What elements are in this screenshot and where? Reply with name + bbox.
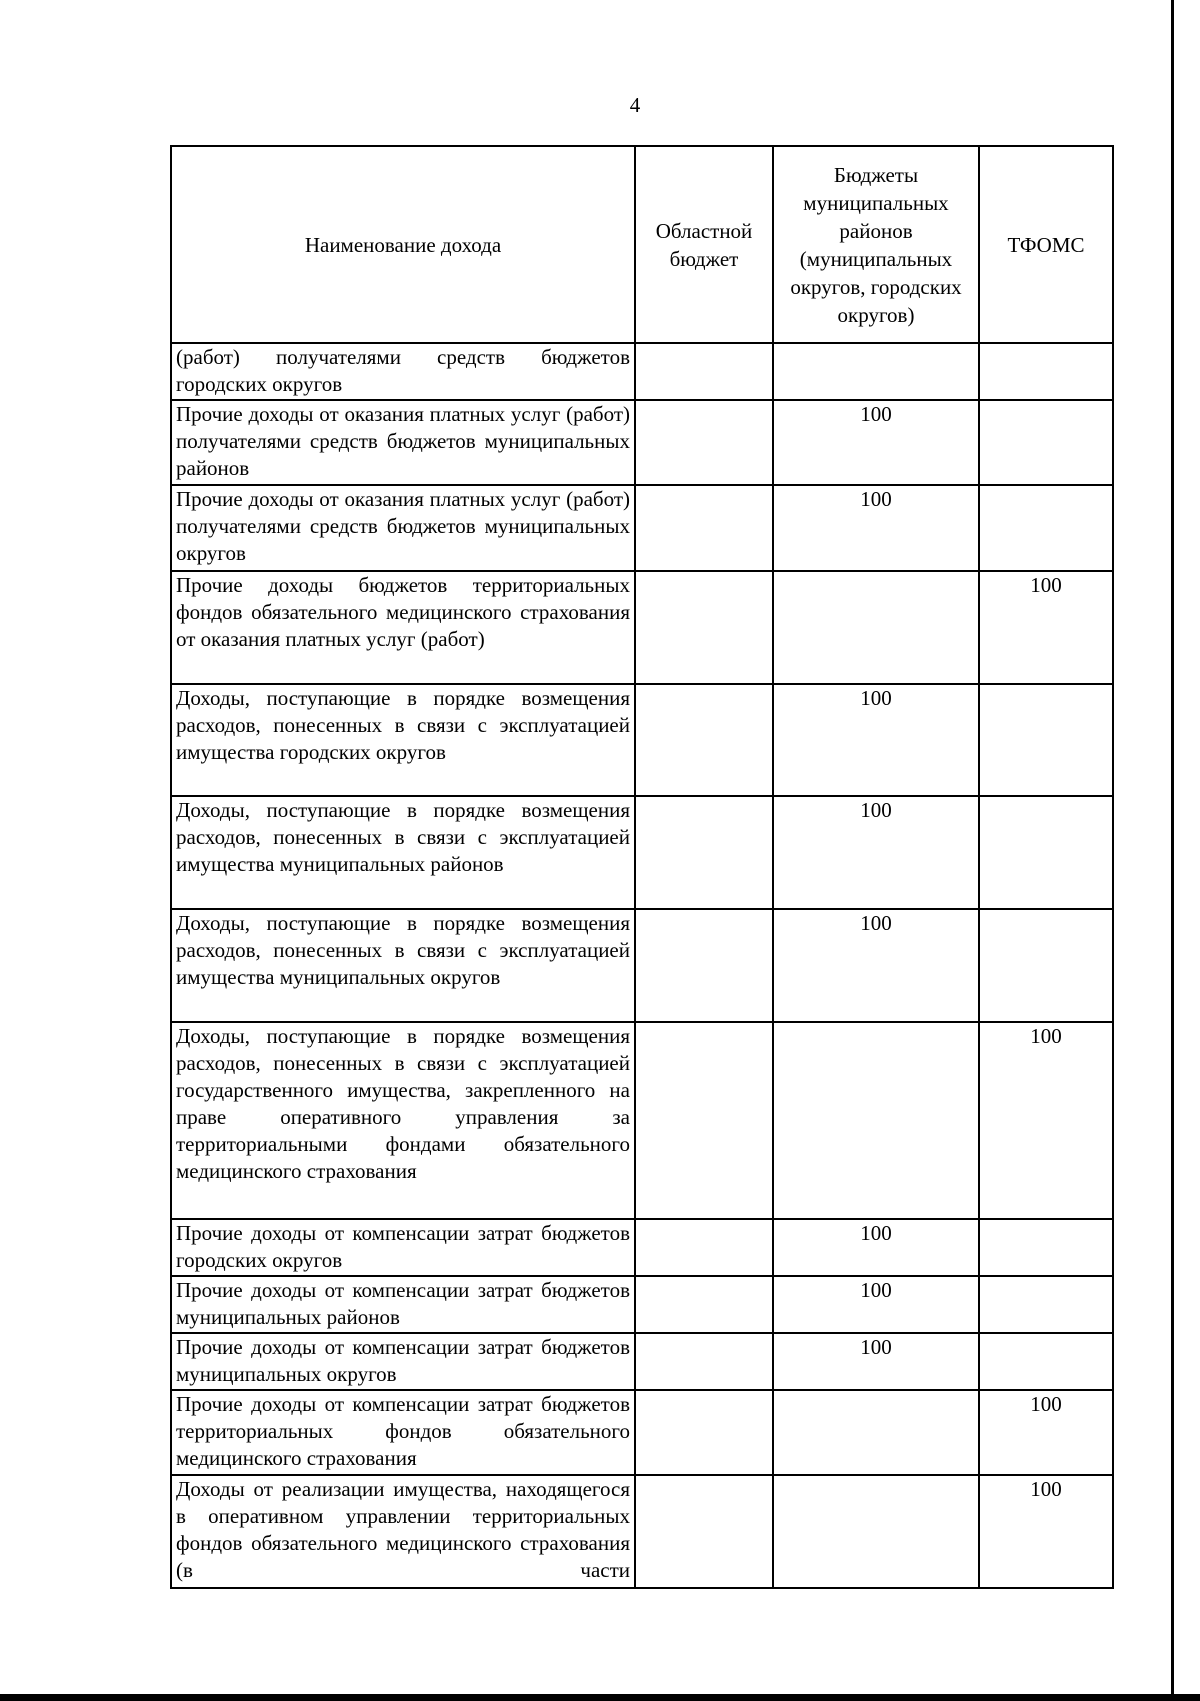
tfoms-value-cell: 100 — [979, 571, 1113, 684]
regional-value-cell — [635, 1276, 773, 1333]
header-tfoms: ТФОМС — [979, 146, 1113, 343]
tfoms-value-cell — [979, 909, 1113, 1022]
scan-edge-line-bottom — [0, 1694, 1200, 1701]
municipal-value-cell — [773, 343, 979, 400]
regional-value-cell — [635, 343, 773, 400]
tfoms-value-cell — [979, 485, 1113, 571]
income-name-cell: Доходы, поступающие в порядке возмещения расходов, понесенных в связи с эксплуатацией имущества муниципальных округов — [171, 909, 635, 1022]
table-row — [171, 1022, 1113, 1219]
income-name-cell: Доходы, поступающие в порядке возмещения расходов, понесенных в связи с эксплуатацией имущества городских округов — [171, 684, 635, 796]
table-row — [171, 909, 1113, 1022]
header-regional-budget: Областной бюджет — [635, 146, 773, 343]
income-name-cell: Прочие доходы от оказания платных услуг (работ) получателями средств бюджетов муниципальных округов — [171, 485, 635, 571]
income-name-cell: Прочие доходы от оказания платных услуг (работ) получателями средств бюджетов муниципальных районов — [171, 400, 635, 485]
tfoms-value-cell — [979, 684, 1113, 796]
regional-value-cell — [635, 1390, 773, 1475]
municipal-value-cell: 100 — [773, 1219, 979, 1276]
regional-value-cell — [635, 571, 773, 684]
municipal-value-cell — [773, 1475, 979, 1588]
table-row — [171, 1276, 1113, 1333]
table-row — [171, 1219, 1113, 1276]
tfoms-value-cell — [979, 343, 1113, 400]
table-row — [171, 485, 1113, 571]
tfoms-value-cell: 100 — [979, 1475, 1113, 1588]
tfoms-value-cell — [979, 400, 1113, 485]
municipal-value-cell: 100 — [773, 1333, 979, 1390]
municipal-value-cell: 100 — [773, 684, 979, 796]
tfoms-value-cell — [979, 1219, 1113, 1276]
table-row — [171, 1333, 1113, 1390]
income-name-cell: Прочие доходы бюджетов территориальных фондов обязательного медицинского страхования от оказания платных услуг (работ) — [171, 571, 635, 684]
regional-value-cell — [635, 1219, 773, 1276]
header-income-name: Наименование дохода — [171, 146, 635, 343]
tfoms-value-cell: 100 — [979, 1390, 1113, 1475]
scan-edge-line-right — [1171, 0, 1174, 1701]
regional-value-cell — [635, 796, 773, 909]
table-header-row — [171, 146, 1113, 343]
municipal-value-cell: 100 — [773, 796, 979, 909]
tfoms-value-cell — [979, 1333, 1113, 1390]
table-row — [171, 400, 1113, 485]
municipal-value-cell — [773, 1390, 979, 1475]
regional-value-cell — [635, 684, 773, 796]
income-name-cell: Прочие доходы от компенсации затрат бюджетов муниципальных районов — [171, 1276, 635, 1333]
header-municipal-budgets: Бюджеты муниципальных районов (муниципальных округов, городских округов) — [773, 146, 979, 343]
table-row — [171, 571, 1113, 684]
regional-value-cell — [635, 909, 773, 1022]
municipal-value-cell — [773, 1022, 979, 1219]
revenue-distribution-table — [170, 145, 1114, 1589]
income-name-cell: Прочие доходы от компенсации затрат бюджетов территориальных фондов обязательного медицинского страхования — [171, 1390, 635, 1475]
regional-value-cell — [635, 485, 773, 571]
tfoms-value-cell: 100 — [979, 1022, 1113, 1219]
income-name-cell: Доходы от реализации имущества, находящегося в оперативном управлении территориальных фондов обязательного медицинского страхования (в части — [171, 1475, 635, 1588]
income-name-cell: Доходы, поступающие в порядке возмещения расходов, понесенных в связи с эксплуатацией имущества муниципальных районов — [171, 796, 635, 909]
income-name-cell: (работ) получателями средств бюджетов городских округов — [171, 343, 635, 400]
table-row — [171, 343, 1113, 400]
income-name-cell: Доходы, поступающие в порядке возмещения расходов, понесенных в связи с эксплуатацией государственного имущества, закрепленного на праве оперативного управления за территориальными фондами обязательного медицинского страхования — [171, 1022, 635, 1219]
municipal-value-cell: 100 — [773, 909, 979, 1022]
table-row — [171, 1475, 1113, 1588]
table-row — [171, 796, 1113, 909]
municipal-value-cell: 100 — [773, 485, 979, 571]
regional-value-cell — [635, 1333, 773, 1390]
municipal-value-cell — [773, 571, 979, 684]
municipal-value-cell: 100 — [773, 1276, 979, 1333]
tfoms-value-cell — [979, 796, 1113, 909]
regional-value-cell — [635, 1475, 773, 1588]
table-row — [171, 1390, 1113, 1475]
income-name-cell: Прочие доходы от компенсации затрат бюджетов городских округов — [171, 1219, 635, 1276]
regional-value-cell — [635, 1022, 773, 1219]
tfoms-value-cell — [979, 1276, 1113, 1333]
table-row — [171, 684, 1113, 796]
regional-value-cell — [635, 400, 773, 485]
page-number: 4 — [629, 93, 641, 117]
income-name-cell: Прочие доходы от компенсации затрат бюджетов муниципальных округов — [171, 1333, 635, 1390]
municipal-value-cell: 100 — [773, 400, 979, 485]
